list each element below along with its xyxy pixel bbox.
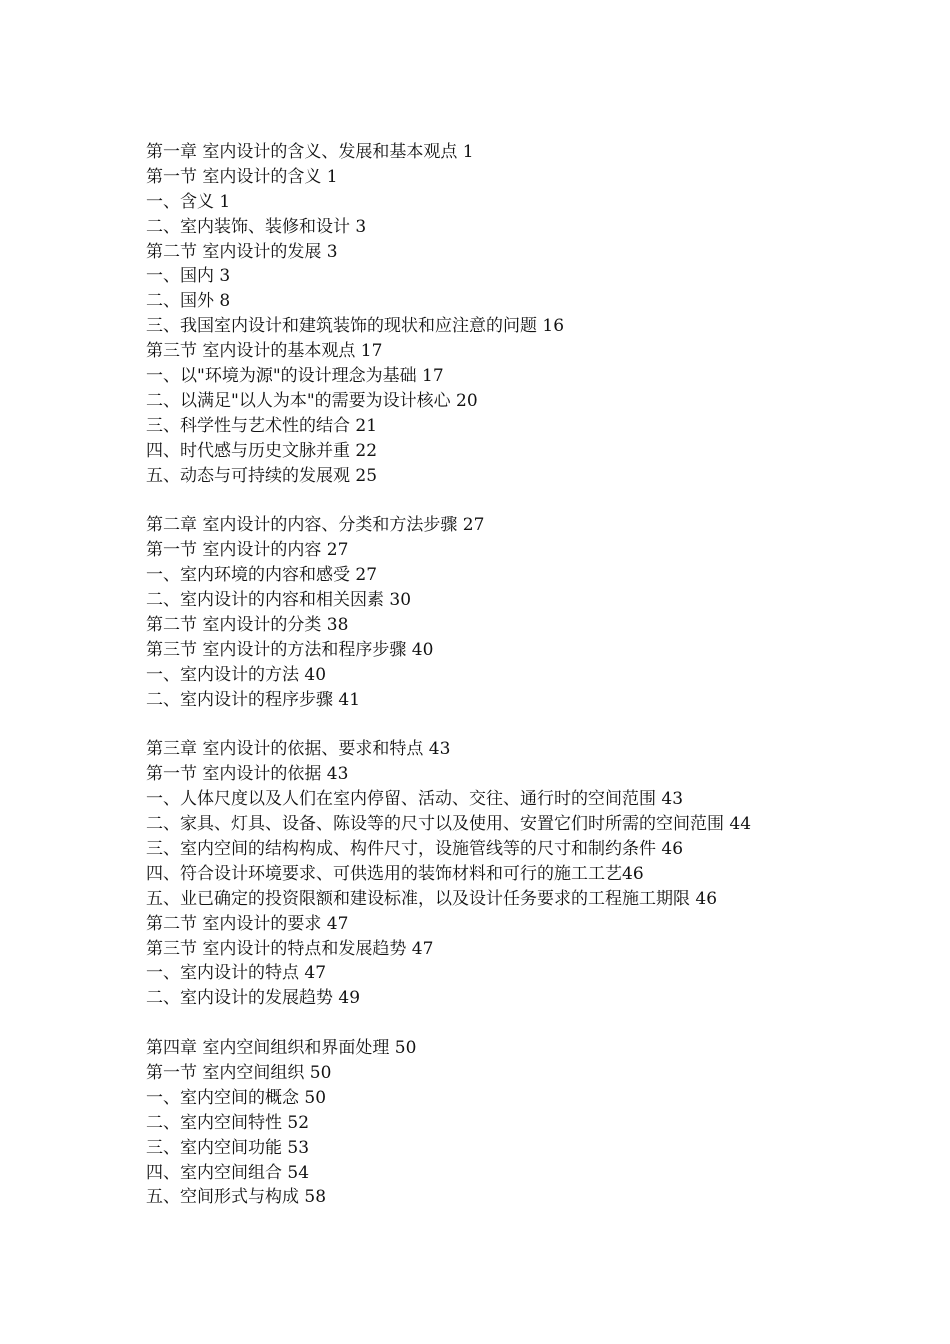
spacer [146,712,926,737]
toc-item: 二、室内设计的发展趋势 49 [146,988,361,1009]
toc-item: 一、室内设计的方法 40 [146,664,327,685]
section-1-1: 第一节 室内设计的含义 1 [146,166,338,187]
toc-item: 一、室内环境的内容和感受 27 [146,565,378,586]
toc-item: 二、国外 8 [146,291,231,312]
spacer [146,488,926,513]
chapter-2-heading: 第二章 室内设计的内容、分类和方法步骤 27 [146,515,485,536]
toc-item: 二、室内设计的内容和相关因素 30 [146,590,412,611]
toc-item: 三、室内空间功能 53 [146,1137,310,1158]
toc-item: 二、室内设计的程序步骤 41 [146,689,361,710]
section-2-3: 第三节 室内设计的方法和程序步骤 40 [146,639,434,660]
section-4-1: 第一节 室内空间组织 50 [146,1062,332,1083]
toc-item: 二、家具、灯具、设备、陈设等的尺寸以及使用、安置它们时所需的空间范围 44 [146,814,752,835]
toc-item: 一、室内设计的特点 47 [146,963,327,984]
toc-item: 一、含义 1 [146,191,231,212]
section-2-1: 第一节 室内设计的内容 27 [146,540,349,561]
section-3-2: 第二节 室内设计的要求 47 [146,913,349,934]
section-1-3: 第三节 室内设计的基本观点 17 [146,341,383,362]
toc-item: 一、以"环境为源"的设计理念为基础 17 [146,366,444,387]
toc-item: 三、室内空间的结构构成、构件尺寸，设施管线等的尺寸和制约条件 46 [146,838,684,859]
section-3-1: 第一节 室内设计的依据 43 [146,764,349,785]
toc-item: 一、国内 3 [146,266,231,287]
section-1-2: 第二节 室内设计的发展 3 [146,241,338,262]
toc-item: 五、业已确定的投资限额和建设标准，以及设计任务要求的工程施工期限 46 [146,888,718,909]
chapter-3-heading: 第三章 室内设计的依据、要求和特点 43 [146,739,451,760]
toc-item: 三、我国室内设计和建筑装饰的现状和应注意的问题 16 [146,316,565,337]
section-2-2: 第二节 室内设计的分类 38 [146,614,349,635]
chapter-4-heading: 第四章 室内空间组织和界面处理 50 [146,1038,417,1059]
toc-item: 五、动态与可持续的发展观 25 [146,465,378,486]
toc-item: 四、时代感与历史文脉并重 22 [146,440,378,461]
table-of-contents [146,140,926,1210]
toc-item: 三、科学性与艺术性的结合 21 [146,415,378,436]
toc-item: 二、室内空间特性 52 [146,1112,310,1133]
toc-item: 四、室内空间组合 54 [146,1162,310,1183]
toc-item: 二、室内装饰、装修和设计 3 [146,216,367,237]
toc-item: 四、符合设计环境要求、可供选用的装饰材料和可行的施工工艺46 [146,863,644,884]
spacer [146,1011,926,1036]
chapter-1-heading: 第一章 室内设计的含义、发展和基本观点 1 [146,142,474,162]
toc-item: 一、室内空间的概念 50 [146,1087,327,1108]
toc-item: 五、空间形式与构成 58 [146,1187,327,1208]
toc-item: 一、人体尺度以及人们在室内停留、活动、交往、通行时的空间范围 43 [146,789,684,810]
section-3-3: 第三节 室内设计的特点和发展趋势 47 [146,938,434,959]
toc-item: 二、以满足"以人为本"的需要为设计核心 20 [146,390,478,411]
